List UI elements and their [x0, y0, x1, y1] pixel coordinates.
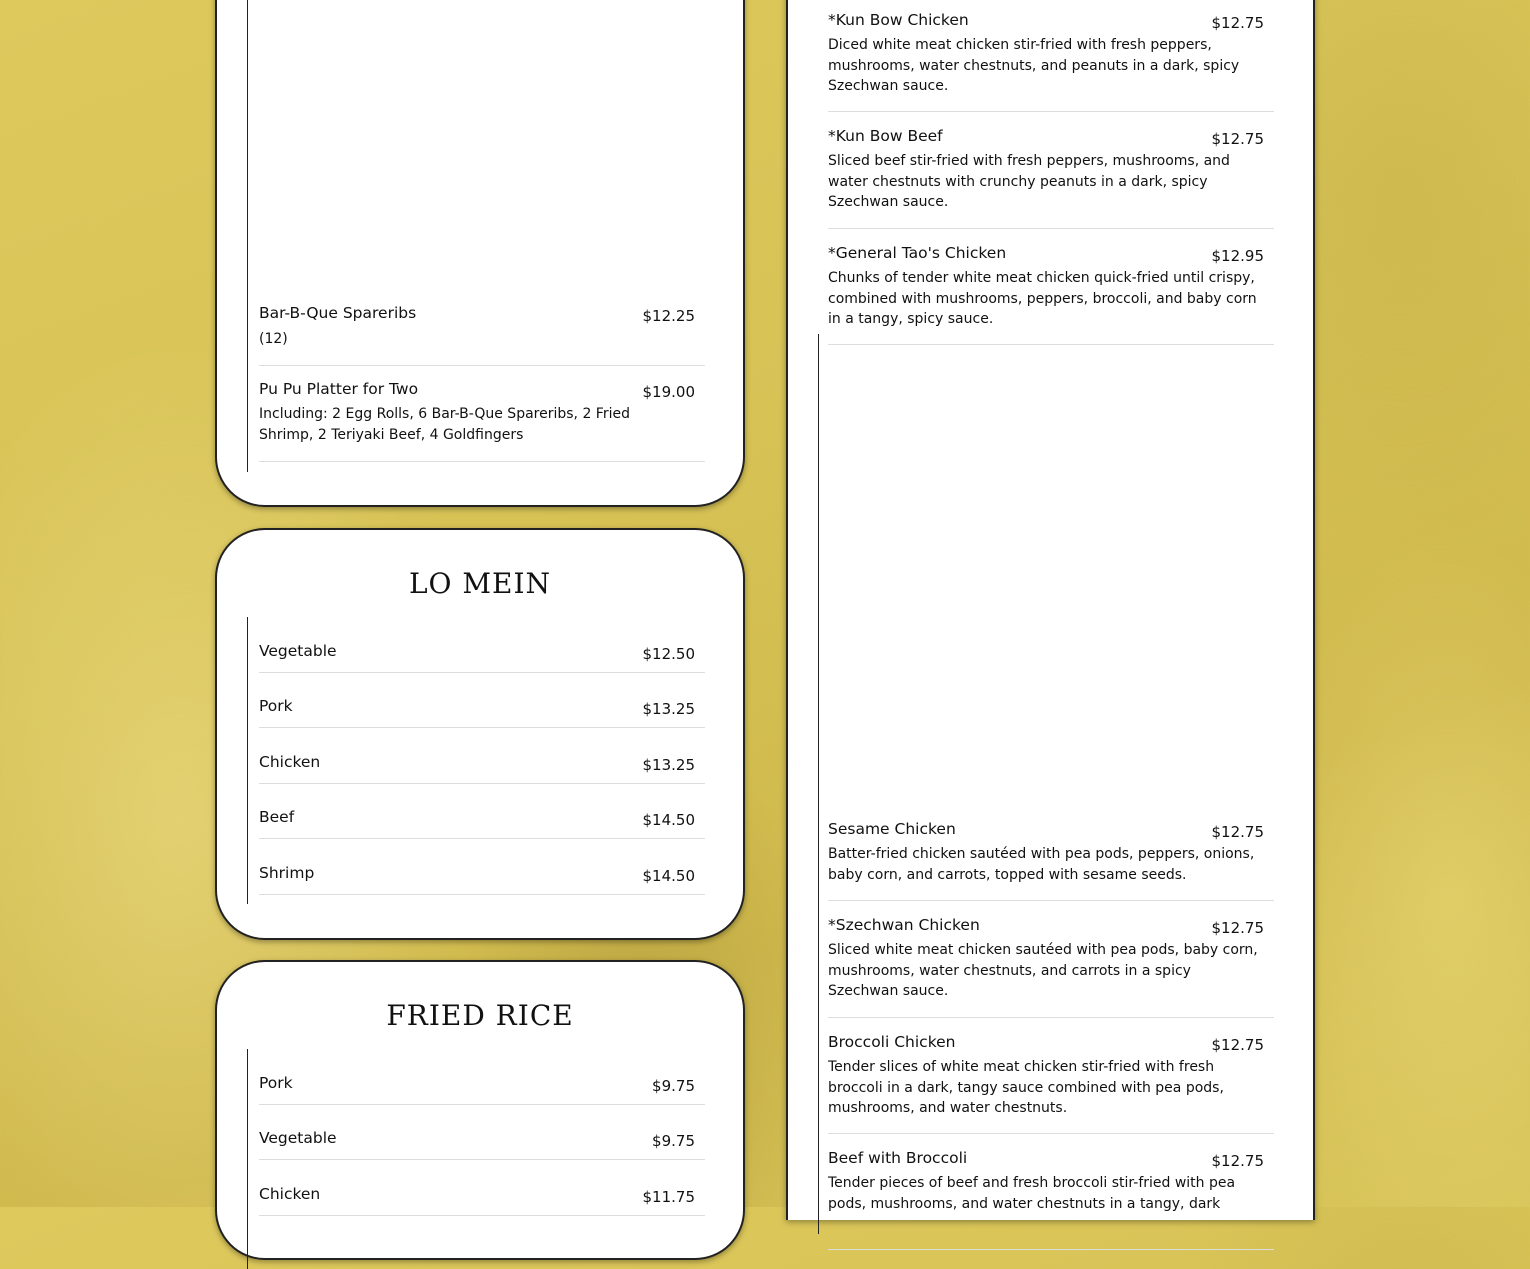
item-name: Pork: [259, 697, 293, 715]
menu-item[interactable]: [259, 863, 705, 895]
item-name: Broccoli Chicken: [828, 1033, 956, 1051]
item-description: Batter-fried chicken sautéed with pea pods, peppers, onions, baby corn, and carrots, topped with sesame seeds.: [828, 846, 1255, 883]
menu-item[interactable]: [828, 1032, 1274, 1134]
item-name: Sesame Chicken: [828, 820, 956, 838]
item-name: Beef: [259, 808, 295, 826]
item-price: $12.75: [1211, 823, 1264, 841]
item-name: Vegetable: [259, 642, 337, 660]
menu-item[interactable]: [828, 915, 1274, 1018]
menu-item[interactable]: [259, 1128, 705, 1160]
item-price: $19.00: [642, 383, 695, 401]
menu-item[interactable]: [259, 379, 705, 462]
item-description: Tender pieces of beef and fresh broccoli stir-fried with pea pods, mushrooms, and water chestnuts in a tangy, dark: [828, 1175, 1236, 1212]
item-name: Chicken: [259, 753, 321, 771]
menu-item[interactable]: [259, 1184, 705, 1216]
item-description: Chunks of tender white meat chicken quick-fried until crispy, combined with mushrooms, peppers, broccoli, and baby corn in a tangy, spicy sauce.: [828, 270, 1257, 327]
item-price: $11.75: [642, 1188, 695, 1206]
item-price: $12.75: [1211, 14, 1264, 32]
appetizers-card: [215, 0, 745, 507]
item-price: $9.75: [652, 1132, 695, 1150]
item-name: Pork: [259, 1074, 293, 1092]
item-description: Tender slices of white meat chicken stir-fried with fresh broccoli in a dark, tangy sauce combined with pea pods, mushrooms, and water chestnuts.: [828, 1059, 1224, 1116]
item-price: $14.50: [642, 867, 695, 885]
item-price: $14.50: [642, 811, 695, 829]
menu-rule: [247, 617, 248, 904]
item-name: *Szechwan Chicken: [828, 916, 980, 934]
menu-item[interactable]: [259, 1073, 705, 1105]
item-name: Beef with Broccoli: [828, 1149, 968, 1167]
item-price: $12.75: [1211, 130, 1264, 148]
item-name: *Kun Bow Chicken: [828, 11, 969, 29]
item-price: $12.75: [1211, 1036, 1264, 1054]
menu-item[interactable]: [259, 752, 705, 784]
item-price: $9.75: [652, 1077, 695, 1095]
menu-item[interactable]: [259, 696, 705, 728]
item-name: *General Tao's Chicken: [828, 244, 1007, 262]
item-price: $12.75: [1211, 1152, 1264, 1170]
item-name: *Kun Bow Beef: [828, 127, 943, 145]
menu-rule: [818, 334, 819, 1234]
item-name: Chicken: [259, 1185, 321, 1203]
item-description: Sliced beef stir-fried with fresh peppers, mushrooms, and water chestnuts with crunchy peanuts in a dark, spicy Szechwan sauce.: [828, 153, 1230, 210]
item-description: Sliced white meat chicken sautéed with pea pods, baby corn, mushrooms, water chestnuts, and carrots in a spicy Szechwan sauce.: [828, 942, 1258, 999]
fried-rice-card: [215, 960, 745, 1260]
chicken-beef-card: [786, 0, 1315, 1220]
item-name: Bar-B-Que Spareribs: [259, 304, 417, 322]
item-name: Vegetable: [259, 1129, 337, 1147]
item-price: $13.25: [642, 700, 695, 718]
menu-item[interactable]: [828, 10, 1274, 112]
item-price: $13.25: [642, 756, 695, 774]
menu-item[interactable]: [828, 126, 1274, 229]
menu-item[interactable]: [259, 303, 705, 366]
menu-item[interactable]: [828, 243, 1274, 345]
item-description: (12): [259, 331, 288, 347]
menu-item[interactable]: [828, 1148, 1274, 1250]
menu-rule: [247, 1049, 248, 1269]
menu-rule: [247, 0, 248, 472]
menu-item[interactable]: [828, 819, 1274, 901]
item-price: $12.95: [1211, 247, 1264, 265]
section-title: FRIED RICE: [386, 999, 574, 1032]
item-name: Shrimp: [259, 864, 315, 882]
item-description: Diced white meat chicken stir-fried with fresh peppers, mushrooms, water chestnuts, and peanuts in a dark, spicy Szechwan sauce.: [828, 37, 1240, 94]
item-price: $12.50: [642, 645, 695, 663]
item-name: Pu Pu Platter for Two: [259, 380, 419, 398]
item-price: $12.75: [1211, 919, 1264, 937]
item-description: Including: 2 Egg Rolls, 6 Bar-B-Que Spareribs, 2 Fried Shrimp, 2 Teriyaki Beef, 4 Goldfingers: [259, 406, 630, 443]
item-price: $12.25: [642, 307, 695, 325]
menu-item[interactable]: [259, 807, 705, 839]
menu-item[interactable]: [259, 641, 705, 673]
section-title: LO MEIN: [408, 567, 552, 600]
lo-mein-card: [215, 528, 745, 940]
